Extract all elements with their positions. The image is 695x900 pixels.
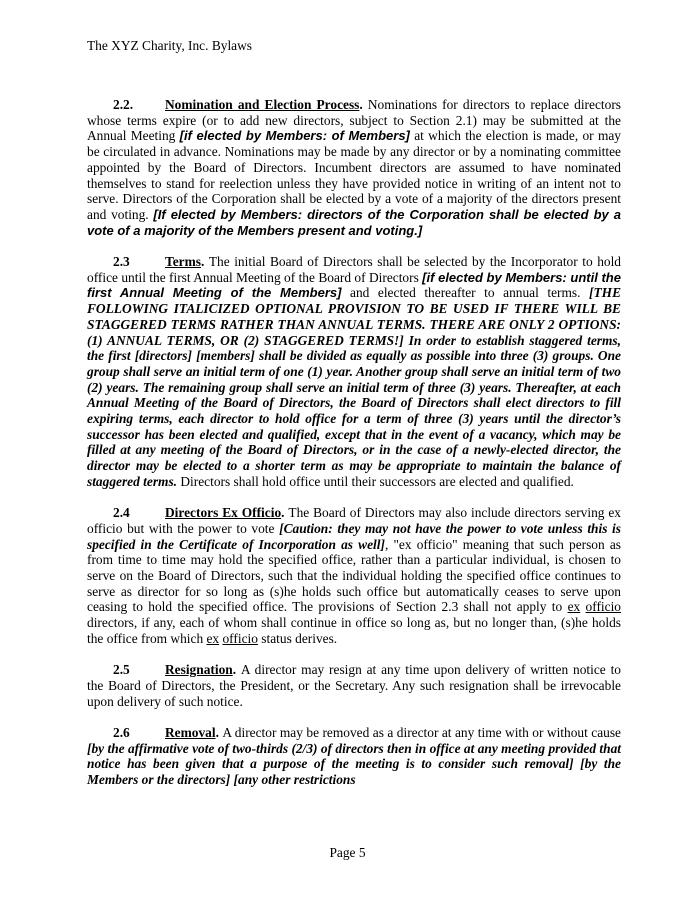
text-run: officio xyxy=(585,599,621,615)
document-title: The XYZ Charity, Inc. Bylaws xyxy=(87,38,252,53)
section-number: 2.2. xyxy=(113,97,134,112)
section-heading: Directors Ex Officio xyxy=(165,505,282,521)
text-run: [Caution: they may not have the power to vote unless this is specified in the Certificate of Incorporation as well] xyxy=(87,520,621,552)
text-run: status derives. xyxy=(257,630,338,646)
section-number: 2.6 xyxy=(113,725,130,741)
document-body xyxy=(87,97,621,804)
section-heading: Terms xyxy=(165,254,201,270)
text-run: at which the election is made, or may be circulated in advance. Nominations may be made by any director or by a nominating committee appointed by the Board of Directors. Incumbent directors are assumed to have nominated themselves to stand for reelection unless they have provided notice in writing of an intent not to serve. Directors of the Corporation shall be elected by a vote of a majority of the directors present and voting. xyxy=(87,128,621,222)
section-number: 2.5 xyxy=(113,662,130,678)
section-heading: Removal xyxy=(165,725,216,741)
text-run: [If elected by Members: directors of the Corporation shall be elected by a vote of a majority of the Members present and voting.] xyxy=(87,206,621,238)
text-run: . xyxy=(359,97,368,112)
section-number: 2.4 xyxy=(113,505,130,521)
text-run: A director may resign at any time upon delivery of written notice to the Board of Directors, the President, or the Secretary. Any such resignation shall be irrevocable upon delivery of such notice. xyxy=(87,662,621,709)
section-heading: Nomination and Election Process xyxy=(165,97,360,112)
text-run: The Board of Directors may also include directors serving ex officio but with the power to vote xyxy=(87,505,622,536)
section-paragraph-2.3 xyxy=(87,254,621,490)
text-run: [if elected by Members: until the first Annual Meeting of the Members] xyxy=(87,269,621,301)
section-number: 2.3 xyxy=(113,254,130,270)
section-heading: Resignation xyxy=(165,662,233,678)
text-run: . xyxy=(281,505,289,521)
section-paragraph-2.5 xyxy=(87,662,621,709)
text-run: officio xyxy=(222,630,258,646)
text-run: [if elected by Members: of Members] xyxy=(179,128,410,144)
text-run: A director may be removed as a director at any time with or without cause xyxy=(222,725,622,741)
page-number: Page 5 xyxy=(329,845,366,860)
section-paragraph-2.4 xyxy=(87,505,621,646)
text-run: . xyxy=(232,662,241,678)
text-run: . xyxy=(215,725,223,741)
text-run: , "ex officio" meaning that such person as from time to time may hold the specified office, rather than a particular individual, is chosen to serve on the Board of Directors, such that the individual holding the specified office continues to serve as director for so long as (s)he holds such office but automatically ceases to serve upon ceasing to hold the specified office. The provisions of Section 2.3 shall not apply to xyxy=(87,536,622,615)
text-run: [THE FOLLOWING ITALICIZED OPTIONAL PROVISION TO BE USED IF THERE WILL BE STAGGERED TERMS RATHER THAN ANNUAL TERMS. THERE ARE ONLY 2 OPTIONS: (1) ANNUAL TERMS, OR (2) STAGGERED TERMS!] In order to establish staggered terms, the first [directors] [members] shall be divided as equally as possible into three (3) groups. One group shall serve an initial term of one (1) year. Another group shall serve an initial term of two (2) years. The remaining group shall serve an initial term of three (3) years. Thereafter, at each Annual Meeting of the Board of Directors, the Board of Directors shall elect directors to fill expiring terms, each director to hold office for a term of three (3) years until the director’s successor has been elected and qualified, except that in the event of a vacancy, which may be filled at any meeting of the Board of Directors, or in the case of a newly-elected director, the director may be elected to a shorter term as may be appropriate to maintain the balance of staggered terms. xyxy=(87,285,622,489)
text-run: Nominations for directors to replace directors whose terms expire (or to add new directors, subject to Section 2.1) may be submitted at the Annual Meeting xyxy=(87,97,621,144)
text-run: and elected thereafter to annual terms. xyxy=(341,285,590,301)
text-run: directors, if any, each of whom shall continue in office so long as, but no longer than, (s)he holds the office from which xyxy=(87,615,621,646)
text-run: ex xyxy=(206,630,220,646)
text-run: ex xyxy=(567,599,581,615)
text-run: The initial Board of Directors shall be selected by the Incorporator to hold office until the first Annual Meeting of the Board of Directors xyxy=(87,254,621,285)
text-run: . xyxy=(200,254,209,270)
text-run: [by the affirmative vote of two-thirds (2/3) of directors then in office at any meeting provided that notice has been given that a purpose of the meeting is to consider such removal] [by the Members or the directors] [any other restrictions xyxy=(87,740,621,788)
section-paragraph-2.2 xyxy=(87,97,621,238)
section-paragraph-2.6 xyxy=(87,725,621,788)
text-run: Directors shall hold office until their successors are elected and qualified. xyxy=(177,473,574,489)
